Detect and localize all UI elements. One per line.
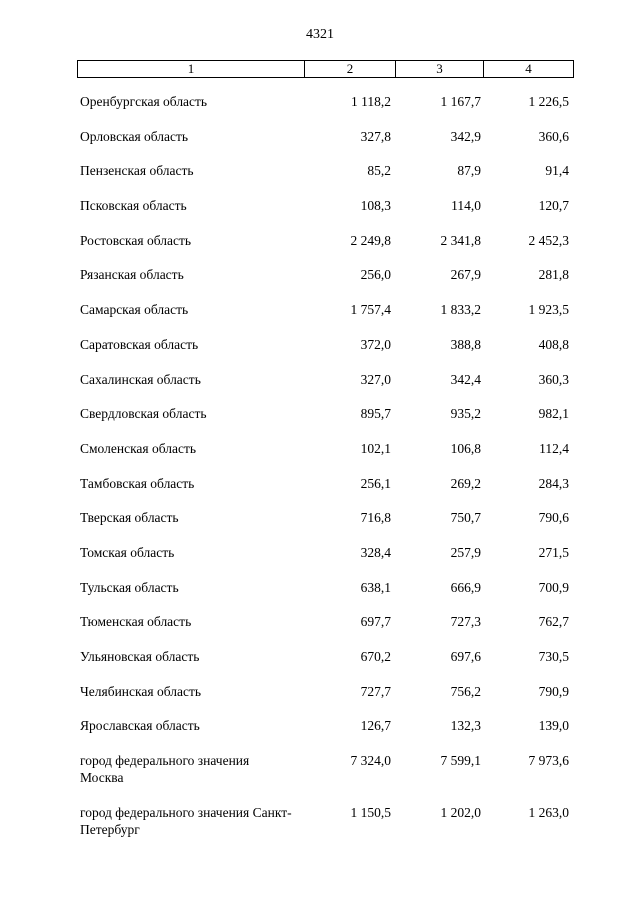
page-number: 4321 bbox=[306, 27, 334, 42]
value-col-4: 284,3 bbox=[538, 475, 569, 491]
value-col-2: 7 324,0 bbox=[350, 753, 391, 769]
value-col-2: 126,7 bbox=[360, 718, 391, 734]
region-name: Тульская область bbox=[80, 579, 179, 595]
region-name: Оренбургская область bbox=[80, 94, 208, 109]
value-col-2: 1 118,2 bbox=[351, 94, 391, 109]
value-col-4: 91,4 bbox=[545, 163, 569, 179]
value-col-2: 727,7 bbox=[360, 683, 391, 699]
value-col-4: 7 973,6 bbox=[528, 753, 569, 769]
table-row bbox=[0, 674, 640, 709]
table-row bbox=[0, 500, 640, 535]
value-col-3: 697,6 bbox=[450, 649, 481, 664]
value-col-3: 7 599,1 bbox=[440, 753, 481, 769]
region-name: Саратовская область bbox=[80, 336, 199, 352]
value-col-2: 256,1 bbox=[360, 475, 391, 491]
value-col-2: 327,8 bbox=[360, 128, 391, 144]
value-col-2: 327,0 bbox=[360, 371, 391, 387]
value-col-3: 1 833,2 bbox=[440, 302, 481, 318]
region-name: Сахалинская область bbox=[80, 371, 201, 387]
region-name: Псковская область bbox=[80, 198, 187, 214]
table-row bbox=[0, 362, 640, 397]
column-header-4: 4 bbox=[484, 61, 574, 78]
value-col-4: 139,0 bbox=[538, 718, 569, 734]
region-name: Тверская область bbox=[80, 510, 179, 526]
value-col-2: 256,0 bbox=[360, 267, 391, 283]
region-name: Самарская область bbox=[80, 302, 189, 318]
table-row bbox=[0, 431, 640, 466]
region-name: Смоленская область bbox=[80, 440, 197, 456]
value-col-4: 112,4 bbox=[539, 440, 569, 456]
value-col-4: 1 923,5 bbox=[528, 302, 569, 318]
value-col-3: 114,0 bbox=[451, 198, 481, 214]
value-col-4: 120,7 bbox=[538, 198, 569, 214]
region-name: Томская область bbox=[80, 544, 175, 560]
region-name: город федерального значения Москва bbox=[80, 753, 250, 786]
table-row bbox=[0, 466, 640, 501]
table-body bbox=[0, 84, 640, 847]
value-col-2: 638,1 bbox=[360, 579, 391, 595]
table-row bbox=[0, 119, 640, 154]
table-row bbox=[0, 570, 640, 605]
value-col-3: 727,3 bbox=[450, 614, 481, 630]
value-col-2: 85,2 bbox=[367, 163, 391, 179]
value-col-4: 408,8 bbox=[538, 336, 569, 352]
region-name: Ульяновская область bbox=[80, 649, 200, 664]
value-col-2: 2 249,8 bbox=[350, 232, 391, 248]
value-col-4: 2 452,3 bbox=[528, 232, 569, 248]
value-col-2: 697,7 bbox=[360, 614, 391, 630]
value-col-4: 982,1 bbox=[538, 406, 569, 422]
value-col-3: 666,9 bbox=[450, 579, 481, 595]
column-header-2: 2 bbox=[305, 61, 396, 78]
table-row bbox=[0, 188, 640, 223]
value-col-4: 762,7 bbox=[538, 614, 569, 630]
table-row bbox=[0, 257, 640, 292]
value-col-2: 716,8 bbox=[360, 510, 391, 526]
value-col-3: 269,2 bbox=[450, 475, 481, 491]
value-col-3: 106,8 bbox=[450, 440, 481, 456]
table-row bbox=[0, 743, 640, 795]
value-col-2: 328,4 bbox=[360, 544, 391, 560]
value-col-4: 360,6 bbox=[538, 128, 569, 144]
table-row bbox=[0, 604, 640, 639]
value-col-2: 108,3 bbox=[360, 198, 391, 214]
value-col-2: 1 150,5 bbox=[350, 805, 391, 821]
region-name: город федерального значения Санкт-Петербург bbox=[80, 805, 292, 838]
table-row bbox=[0, 795, 640, 847]
region-name: Свердловская область bbox=[80, 406, 207, 422]
region-name: Орловская область bbox=[80, 128, 189, 144]
value-col-3: 388,8 bbox=[450, 336, 481, 352]
value-col-3: 2 341,8 bbox=[440, 232, 481, 248]
table-row bbox=[0, 292, 640, 327]
value-col-2: 1 757,4 bbox=[350, 302, 391, 318]
table-row bbox=[0, 327, 640, 362]
value-col-4: 700,9 bbox=[538, 579, 569, 595]
table-row bbox=[0, 396, 640, 431]
value-col-2: 372,0 bbox=[360, 336, 391, 352]
value-col-2: 102,1 bbox=[360, 440, 391, 456]
value-col-4: 271,5 bbox=[538, 544, 569, 560]
region-name: Ярославская область bbox=[80, 718, 200, 734]
value-col-4: 281,8 bbox=[538, 267, 569, 283]
table-row bbox=[0, 708, 640, 743]
value-col-3: 132,3 bbox=[450, 718, 481, 734]
column-header-table bbox=[77, 60, 574, 78]
table-row bbox=[0, 639, 640, 674]
column-header-1: 1 bbox=[78, 61, 305, 78]
value-col-3: 935,2 bbox=[450, 406, 481, 422]
column-header-row bbox=[78, 61, 574, 78]
region-name: Пензенская область bbox=[80, 163, 194, 179]
value-col-4: 1 226,5 bbox=[528, 94, 569, 109]
region-name: Тамбовская область bbox=[80, 475, 195, 491]
table-row bbox=[0, 535, 640, 570]
value-col-4: 1 263,0 bbox=[528, 805, 569, 821]
table-row bbox=[0, 84, 640, 119]
region-name: Челябинская область bbox=[80, 683, 202, 699]
value-col-2: 895,7 bbox=[360, 406, 391, 422]
value-col-4: 730,5 bbox=[538, 649, 569, 664]
value-col-3: 1 202,0 bbox=[440, 805, 481, 821]
region-name: Рязанская область bbox=[80, 267, 184, 283]
value-col-3: 342,9 bbox=[450, 128, 481, 144]
value-col-3: 257,9 bbox=[450, 544, 481, 560]
table-row bbox=[0, 223, 640, 258]
value-col-3: 756,2 bbox=[450, 683, 481, 699]
column-header-3: 3 bbox=[396, 61, 484, 78]
value-col-2: 670,2 bbox=[360, 649, 391, 664]
value-col-3: 750,7 bbox=[450, 510, 481, 526]
value-col-3: 1 167,7 bbox=[440, 94, 481, 109]
table-row bbox=[0, 153, 640, 188]
value-col-4: 790,6 bbox=[538, 510, 569, 526]
value-col-4: 790,9 bbox=[538, 683, 569, 699]
region-name: Тюменская область bbox=[80, 614, 192, 630]
value-col-3: 87,9 bbox=[457, 163, 481, 179]
region-name: Ростовская область bbox=[80, 232, 191, 248]
value-col-3: 342,4 bbox=[450, 371, 481, 387]
value-col-3: 267,9 bbox=[450, 267, 481, 283]
value-col-4: 360,3 bbox=[538, 371, 569, 387]
